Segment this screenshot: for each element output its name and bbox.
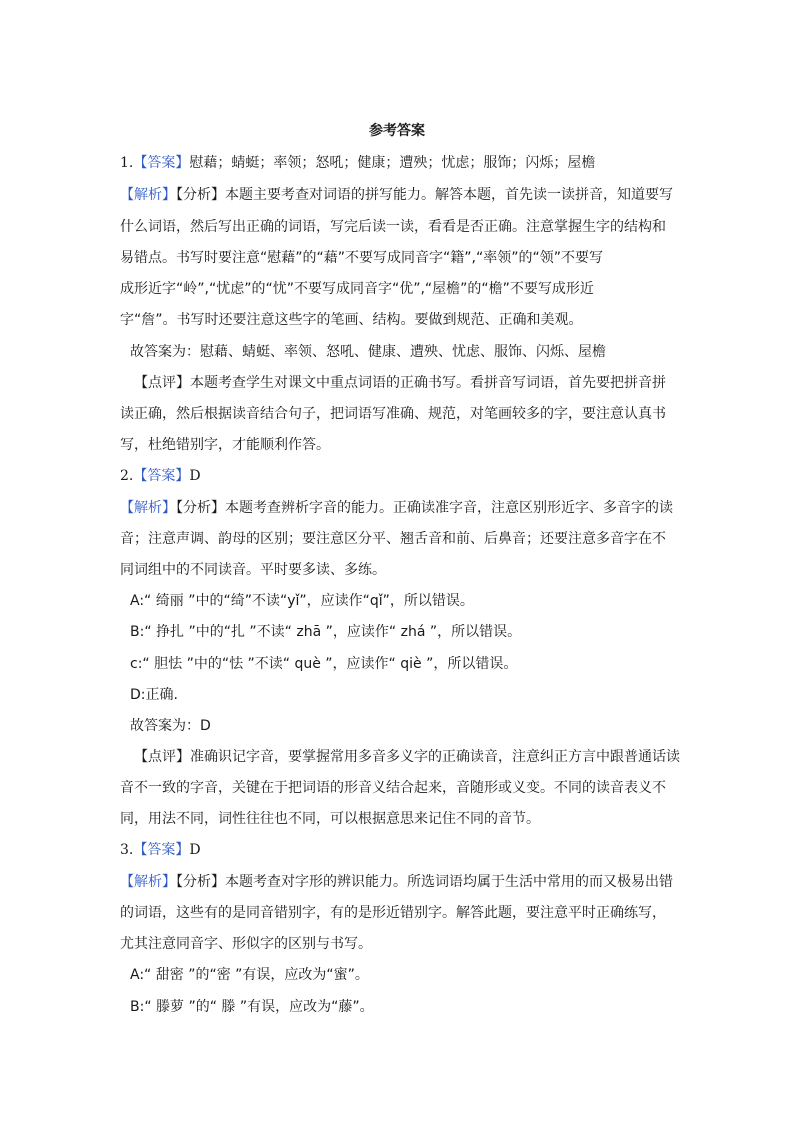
analysis-tag: 【解析】 — [120, 874, 176, 890]
q1-analysis-line — [120, 185, 673, 205]
answer-tag: 【答案】 — [133, 842, 190, 858]
answer-tag: 【答案】 — [133, 468, 190, 484]
page-title: 参考答案 — [369, 123, 425, 139]
analysis-text: 【分析】本题主要考查对词语的拼写能力。解答本题，首先读一读拼音，知道要写 — [176, 187, 673, 203]
question-number: 1. — [120, 155, 134, 171]
q2-option-c: c:“ 胆怯 ”中的“怯 ”不读“ què ”，应读作“ qiè ”，所以错误。 — [130, 656, 518, 672]
q2-comment-text: 【点评】准确识记字音，要掌握常用多音多义字的正确读音，注意纠正方言中跟普通话读 — [134, 749, 680, 765]
q1-conclusion: 故答案为：慰藉、蜻蜓、率领、怒吼、健康、遭殃、忧虑、服饰、闪烁、屋檐 — [130, 344, 606, 360]
q2-analysis-line — [120, 498, 673, 518]
q2-answer-line — [120, 466, 201, 486]
q1-comment-text: 读正确，然后根据读音结合句子，把词语写准确、规范，对笔画较多的字，要注意认真书 — [120, 406, 666, 422]
q1-analysis-text: 易错点。书写时要注意“慰藉”的“藉”不要写成同音字“籍”,“率领”的“领”不要写 — [120, 250, 603, 266]
q2-comment-text: 同，用法不同，词性往往也不同，可以根据意思来记住不同的音节。 — [120, 811, 540, 827]
analysis-text: 【分析】本题考查辨析字音的能力。正确读准字音，注意区别形近字、多音字的读 — [176, 500, 673, 516]
q1-analysis-text: 什么词语，然后写出正确的词语，写完后读一读，看看是否正确。注意掌握生字的结构和 — [120, 219, 666, 235]
analysis-tag: 【解析】 — [120, 187, 176, 203]
question-number: 2. — [120, 468, 134, 484]
q2-comment-text: 音不一致的字音，关键在于把词语的形音义结合起来，音随形或义变。不同的读音表义不 — [120, 780, 666, 796]
q3-option-b: B:“ 滕萝 ”的“ 滕 ”有误，应改为“藤”。 — [130, 999, 374, 1015]
q2-option-b: B:“ 挣扎 ”中的“扎 ”不读“ zhā ”，应读作“ zhá ”，所以错误。 — [130, 624, 522, 640]
q3-answer-line — [120, 840, 201, 860]
q1-answer-line — [120, 153, 595, 173]
q3-analysis-text: 尤其注意同音字、形似字的区别与书写。 — [120, 936, 372, 952]
q1-comment-text: 【点评】本题考查学生对课文中重点词语的正确书写。看拼音写词语，首先要把拼音拼 — [134, 375, 666, 391]
analysis-text: 【分析】本题考查对字形的辨识能力。所选词语均属于生活中常用的而又极易出错 — [176, 874, 673, 890]
q2-analysis-text: 同词组中的不同读音。平时要多读、多练。 — [120, 562, 386, 578]
q2-analysis-text: 音；注意声调、韵母的区别；要注意区分平、翘舌音和前、后鼻音；还要注意多音字在不 — [120, 531, 666, 547]
answer-tag: 【答案】 — [133, 155, 190, 171]
q3-option-a: A:“ 甜密 ”的“密 ”有误，应改为“蜜”。 — [130, 967, 369, 983]
question-number: 3. — [120, 842, 134, 858]
q1-analysis-text: 字“詹”。书写时还要注意这些字的笔画、结构。要做到规范、正确和美观。 — [120, 312, 583, 328]
q3-analysis-line — [120, 872, 673, 892]
analysis-tag: 【解析】 — [120, 500, 176, 516]
answer-text: D — [189, 842, 201, 858]
answer-text: D — [189, 468, 201, 484]
q3-analysis-text: 的词语，这些有的是同音错别字，有的是形近错别字。解答此题，要注意平时正确练写， — [120, 905, 666, 921]
q1-comment-text: 写，杜绝错别字，才能顺利作答。 — [120, 437, 330, 453]
q2-option-d: D:正确. — [130, 687, 178, 703]
q1-analysis-text: 成形近字“岭”,“忧虑”的“忧”不要写成同音字“优”,“屋檐”的“檐”不要写成形近 — [120, 281, 594, 297]
q2-option-a: A:“ 绮丽 ”中的“绮”不读“yǐ”，应读作“qǐ”，所以错误。 — [130, 593, 474, 609]
answer-text: 慰藉；蜻蜓；率领；怒吼；健康；遭殃；忧虑；服饰；闪烁；屋檐 — [189, 155, 596, 171]
q2-conclusion: 故答案为：D — [130, 718, 211, 734]
